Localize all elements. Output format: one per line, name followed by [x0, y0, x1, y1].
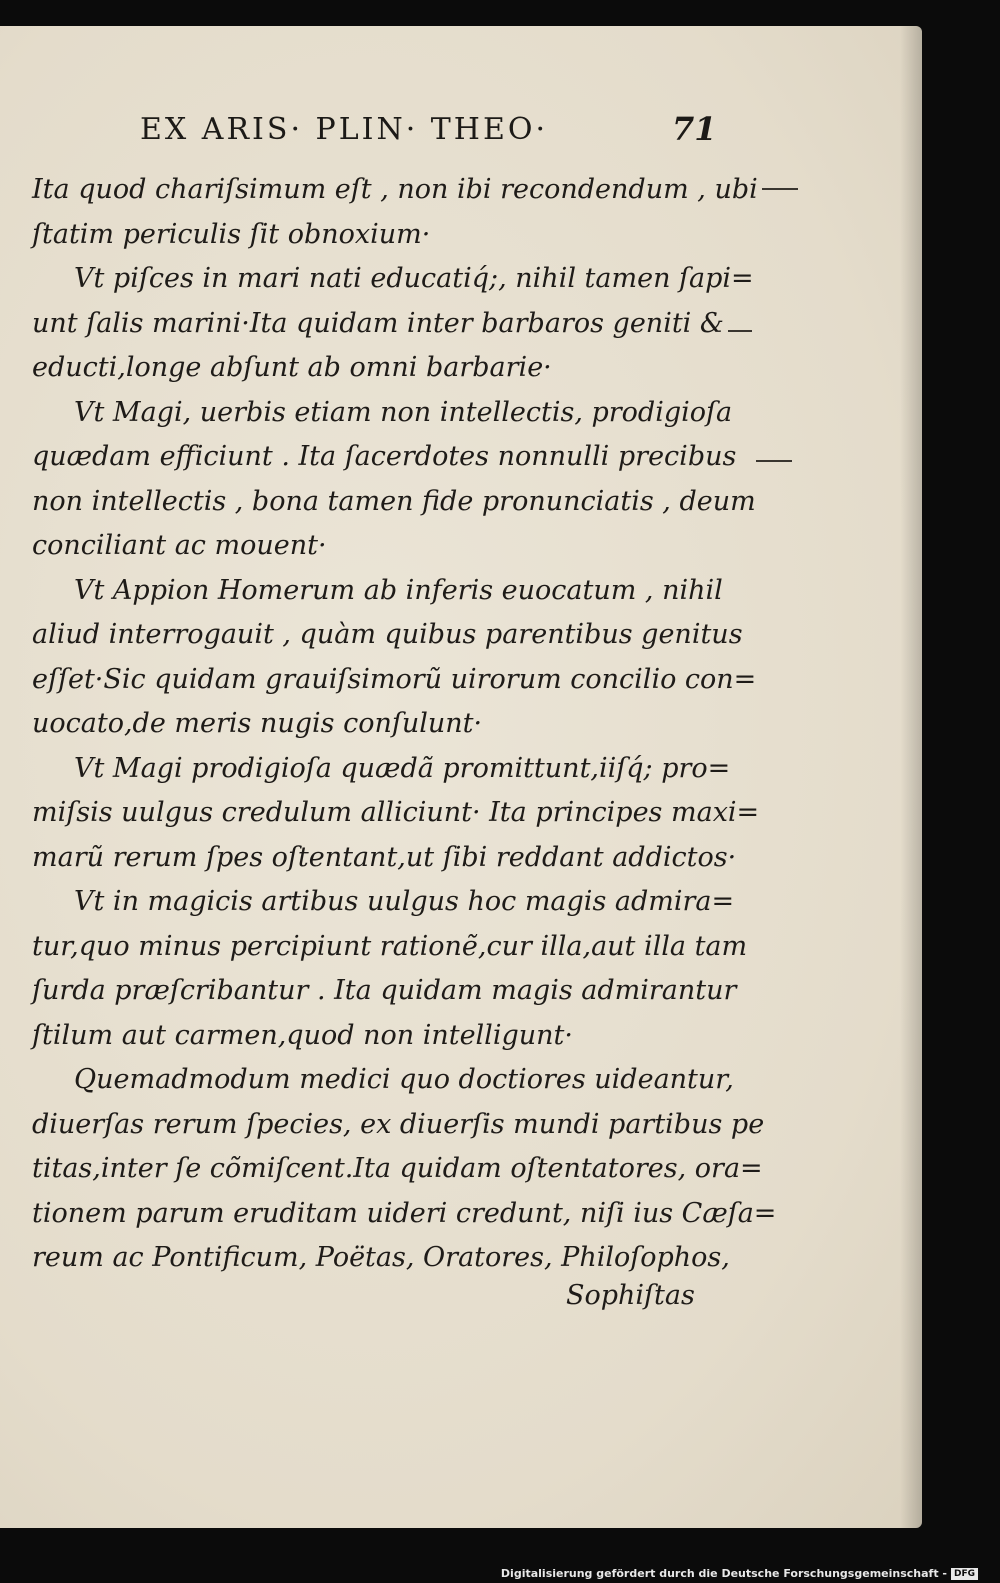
- text-line: educti,longe abſunt ab omni barbarie·: [32, 352, 552, 383]
- text-line: ſtilum aut carmen,quod non intelligunt·: [32, 1019, 573, 1051]
- margin-mark: [756, 460, 792, 462]
- text-line: Vt Appion Homerum ab inferis euocatum , nihil: [74, 574, 723, 606]
- text-line: eſſet·Sic quidam grauiſsimorũ uirorum concilio con=: [32, 663, 757, 695]
- dfg-logo: DFG: [951, 1568, 978, 1580]
- margin-mark: [762, 188, 798, 190]
- text-line: uocato,de meris nugis conſulunt·: [32, 708, 483, 739]
- catchword: Sophiſtas: [566, 1280, 695, 1311]
- text-line: Ita quod chariſsimum eſt , non ibi recondendum , ubi: [32, 174, 758, 205]
- text-line: non intellectis , bona tamen fide pronunciatis , deum: [32, 485, 756, 517]
- page-number: 71: [672, 110, 717, 148]
- page-edge-shadow: [900, 26, 922, 1528]
- footer-text: Digitalisierung gefördert durch die Deutsche Forschungsgemeinschaft -: [500, 1567, 947, 1580]
- text-line: titas,inter ſe cõmiſcent.Ita quidam oſtentatores, ora=: [32, 1153, 763, 1184]
- text-line: ſurda præſcribantur . Ita quidam magis admirantur: [32, 975, 737, 1006]
- text-line: tur,quo minus percipiunt rationẽ,cur illa,aut illa tam: [32, 930, 748, 962]
- text-line: tionem parum eruditam uideri credunt, niſi ius Cæſa=: [32, 1197, 777, 1229]
- running-head: EX ARIS· PLIN· THEO·: [140, 112, 549, 147]
- text-line: Quemadmodum medici quo doctiores uideantur,: [74, 1064, 734, 1095]
- text-line: miſsis uulgus credulum alliciunt· Ita principes maxi=: [32, 797, 760, 828]
- text-line: unt ſalis marini·Ita quidam inter barbaros geniti &: [32, 307, 724, 339]
- text-line: conciliant ac mouent·: [32, 530, 327, 561]
- text-line: marũ rerum ſpes oſtentant,ut ſibi reddant addictos·: [32, 841, 737, 873]
- text-line: quædam efficiunt . Ita ſacerdotes nonnulli precibus: [32, 441, 737, 472]
- text-line: Vt Magi prodigioſa quædã promittunt,iiſq́; pro=: [74, 752, 731, 784]
- margin-mark: [728, 330, 752, 332]
- text-line: reum ac Pontificum, Poëtas, Oratores, Philoſophos,: [32, 1242, 730, 1273]
- footer-credit: [501, 1567, 978, 1580]
- text-line: ſtatim periculis ſit obnoxium·: [32, 218, 431, 250]
- text-line: Vt piſces in mari nati educatiq́;, nihil tamen ſapi=: [74, 263, 754, 294]
- text-line: Vt in magicis artibus uulgus hoc magis admira=: [74, 886, 735, 917]
- text-line: aliud interrogauit , quàm quibus parentibus genitus: [32, 619, 743, 650]
- text-line: Vt Magi, uerbis etiam non intellectis, prodigioſa: [74, 396, 733, 428]
- text-line: diuerſas rerum ſpecies, ex diuerſis mundi partibus pe: [32, 1108, 765, 1140]
- text-block: [32, 168, 777, 1281]
